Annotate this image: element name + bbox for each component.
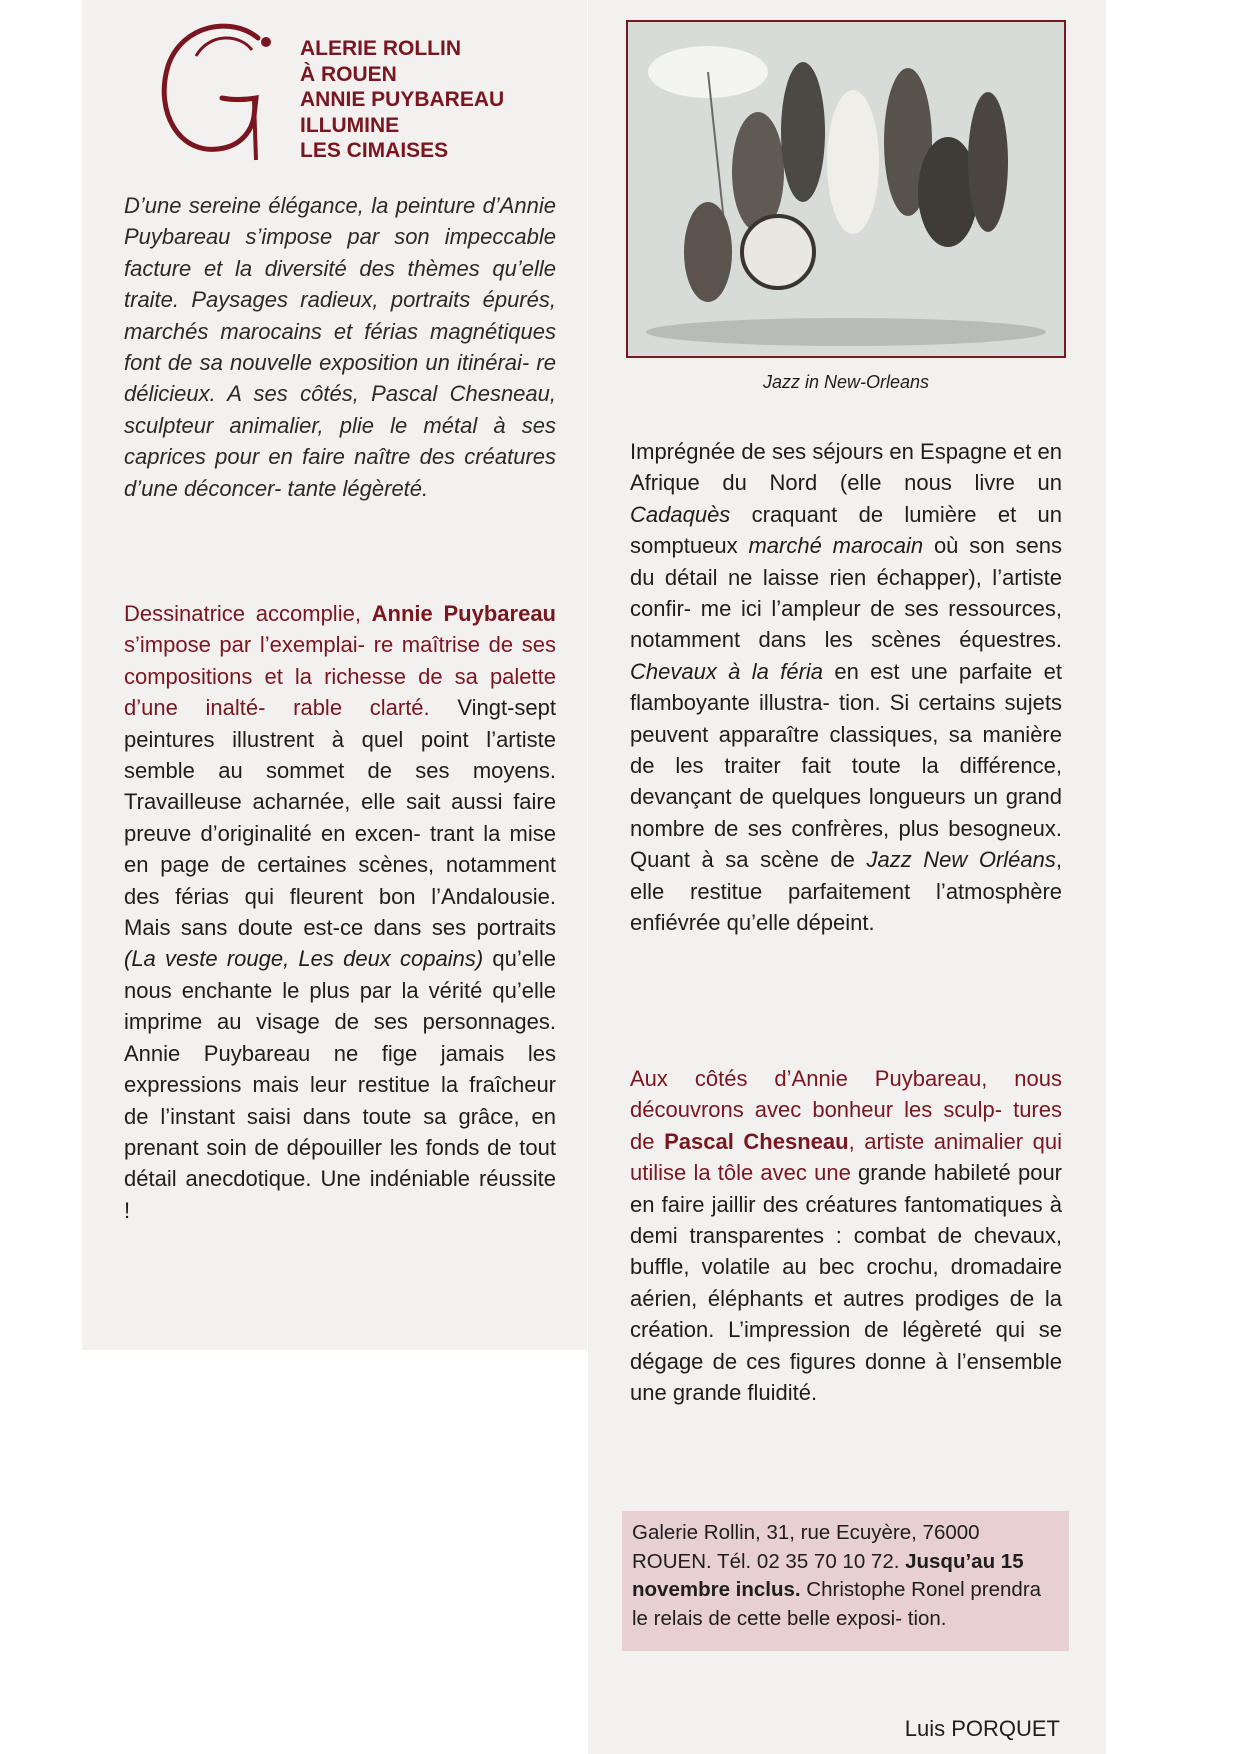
body2-text-e: , elle restitue parfaitement l’atmosphère enfiévrée qu’elle dépeint.	[630, 847, 1063, 936]
body2-text-d: en est une parfaite et flamboyante illustra- tion. Si certains sujets peuvent apparaître classiques, sa manière de les traiter fait toute la différence, devançant de quelques longueurs un grand nombre de ses confrères, plus besogneux. Quant à sa scène de	[630, 658, 1062, 873]
exhibition-info-box	[622, 1511, 1069, 1651]
drop-cap-initial: G	[219, 129, 221, 131]
body-paragraph-3	[630, 1063, 1062, 1408]
heading-line-1: ALERIE ROLLIN	[300, 37, 461, 60]
body3-red-text: , artiste animalier qui utilise la tôle avec une	[630, 1128, 1062, 1186]
jazz-painting-image	[628, 22, 1064, 356]
work-title-cadaques: Cadaquès	[630, 501, 731, 527]
body1-text-end: qu’elle nous enchante le plus par la vérité qu’elle imprime au visage de ses personnages. Annie Puybareau ne fige jamais les expressions mais leur restitue la fraîcheur de l’instant saisi dans toute sa grâce, en prenant soin de dépouiller les fonds de tout détail anecdotique. Une indéniable réussite !	[124, 946, 557, 1223]
body1-red-text: s’impose par l’exemplai- re maîtrise de ses compositions et la richesse de sa palette d’une inalté- rable clarté.	[124, 632, 556, 721]
heading-line-3: ANNIE PUYBAREAU	[300, 88, 505, 111]
gallery-address: Galerie Rollin, 31, rue Ecuyère, 76000 ROUEN. Tél. 02 35 70 10 72.	[632, 1521, 980, 1573]
heading-line-2: À ROUEN	[300, 62, 397, 86]
article-author: Luis PORQUET	[904, 1716, 1060, 1741]
painting-photo	[626, 20, 1066, 358]
intro-paragraph: D’une sereine élégance, la peinture d’Annie Puybareau s’impose par son impeccable facture et la diversité des thèmes qu’elle traite. Paysages radieux, portraits épurés, marchés marocains et férias magnétiques font de sa nouvelle exposition un itinérai- re délicieux. A ses côtés, Pascal Chesneau, sculpteur animalier, plie le métal à ses caprices pour en faire naître des créatures d’une déconcer- tante légèreté.	[124, 193, 556, 501]
artist-name-puybareau: Annie Puybareau	[371, 601, 556, 626]
next-exhibition-note: Christophe Ronel prendra le relais de cette belle exposi- tion.	[632, 1578, 1042, 1630]
article-heading	[300, 36, 590, 164]
work-title-chevaux: Chevaux à la féria	[630, 658, 824, 684]
body1-lead: Dessinatrice accomplie,	[124, 601, 372, 626]
work-title-jazz: Jazz New Orléans	[866, 847, 1056, 873]
body2-text-a: Imprégnée de ses séjours en Espagne et en Afrique du Nord (elle nous livre un	[630, 439, 1062, 496]
artist-name-chesneau: Pascal Chesneau	[664, 1128, 849, 1154]
body3-text: grande habileté pour en faire jaillir des créatures fantomatiques à demi transparentes : combat de chevaux, buffle, volatile au bec crochu, dromadaire aérien, éléphants et autres prodiges de la création. L’impression de légèreté qui se dégage de ces figures donne à l’ensemble une grande fluidité.	[630, 1160, 1063, 1406]
photo-caption: Jazz in New-Orleans	[762, 372, 930, 392]
body-paragraph-1	[124, 598, 556, 1226]
drop-cap-g-letter	[140, 20, 300, 170]
portrait-titles: (La veste rouge, Les deux copains)	[124, 946, 484, 972]
heading-line-4: ILLUMINE	[300, 113, 400, 137]
work-title-marche: marché marocain	[748, 533, 924, 559]
body3-lead: Aux côtés d’Annie Puybareau, nous découvrons avec bonheur les sculp- tures de	[630, 1066, 1062, 1154]
heading-line-5: LES CIMAISES	[300, 139, 449, 162]
body2-text-b: craquant de lumière et un somptueux	[630, 501, 1062, 559]
body2-text-c: où son sens du détail ne laisse rien échapper), l’artiste confir- me ici l’ampleur de ses ressources, notamment dans les scènes équestres.	[630, 533, 1063, 653]
body-paragraph-2	[630, 436, 1062, 939]
body1-text: Vingt-sept peintures illustrent à quel point l’artiste semble au sommet de ses moyens. Travailleuse acharnée, elle sait aussi faire preuve d’originalité en excen- trant la mise en page de certaines scènes, notamment des férias qui fleurent bon l’Andalousie. Mais sans doute est-ce dans ses portraits	[124, 695, 556, 941]
exhibition-dates: Jusqu’au 15 novembre inclus.	[632, 1549, 1024, 1601]
